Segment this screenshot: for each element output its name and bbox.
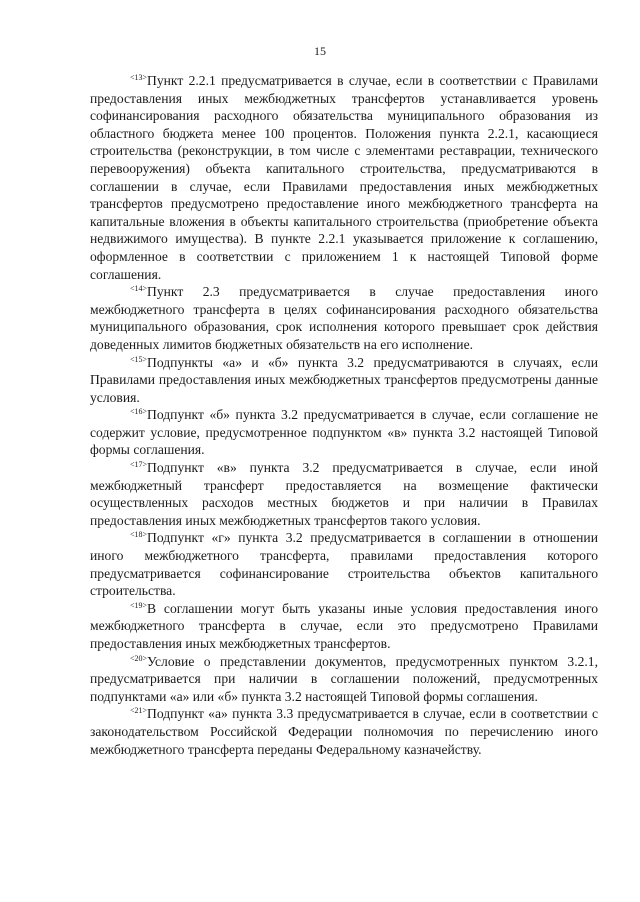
footnote-text: Пункт 2.2.1 предусматривается в случае, если в соответствии с Правилами предоставления иных межбюджетных трансфертов устанавливается уровень софинансирования расходного обязательства муниципального образования из областного бюджета менее 100 процентов. Положения пункта 2.2.1, касающиеся строительства (реконструкции, в том числе с элементами реставрации, технического перевооружения) объекта капитального строительства, предусматриваются в соглашении в случае, если Правилами предоставления иных межбюджетных трансфертов предусмотрено предоставление иного межбюджетного трансферта на капитальные вложения в объекты капитального строительства (приобретение объекта недвижимого имущества). В пункте 2.2.1 указывается приложение к соглашению, оформленное в соответствии с приложением 1 к настоящей Типовой форме соглашения. — [90, 73, 598, 282]
footnotes-section — [90, 72, 598, 758]
footnote-20 — [90, 653, 598, 706]
footnote-text: Подпункт «б» пункта 3.2 предусматривается в случае, если соглашение не содержит условие, предусмотренное подпунктом «в» пункта 3.2 настоящей Типовой формы соглашения. — [90, 407, 598, 458]
footnote-marker: <20> — [130, 653, 148, 663]
footnote-15 — [90, 354, 598, 407]
footnote-marker: <19> — [130, 600, 148, 610]
footnote-marker: <13> — [130, 73, 148, 82]
footnote-text: Пункт 2.3 предусматривается в случае предоставления иного межбюджетного трансферта в целях софинансирования расходного обязательства муниципального образования, срок исполнения которого превышает срок действия доведенных лимитов бюджетных обязательств на его исполнение. — [90, 284, 598, 352]
footnote-marker: <17> — [130, 460, 148, 470]
footnote-17 — [90, 459, 598, 529]
footnote-text: Подпункт «г» пункта 3.2 предусматривается в соглашении в отношении иного межбюджетного трансферта, правилами предоставления которого предусматривается софинансирование строительства объектов капитального строительства. — [90, 530, 598, 599]
footnote-marker: <15> — [130, 354, 148, 364]
footnote-14 — [90, 283, 598, 353]
footnote-text: Подпункт «в» пункта 3.2 предусматривается в случае, если иной межбюджетный трансферт предоставляется на возмещение фактически осуществленных расходов местных бюджетов и при наличии в Правилах предоставления иных межбюджетных трансфертов такого условия. — [90, 460, 598, 528]
footnote-19 — [90, 600, 598, 653]
footnote-text: В соглашении могут быть указаны иные условия предоставления иного межбюджетного трансферта в случае, если это предусмотрено Правилами предоставления иных межбюджетных трансфертов. — [90, 600, 598, 651]
footnote-text: Условие о представлении документов, предусмотренных пунктом 3.2.1, предусматривается при наличии в соглашении положений, предусмотренных подпунктами «а» или «б» пункта 3.2 настоящей Типовой формы соглашения. — [90, 653, 598, 704]
footnote-marker: <16> — [130, 407, 148, 417]
footnote-marker: <14> — [130, 284, 148, 294]
footnote-18 — [90, 529, 598, 599]
footnote-13 — [90, 72, 598, 283]
page-number: 15 — [314, 44, 326, 58]
footnote-text: Подпункт «а» пункта 3.3 предусматривается в случае, если в соответствии с законодательством Российской Федерации полномочия по перечислению иного межбюджетного трансферта переданы Федеральному казначейству. — [90, 706, 598, 757]
footnote-marker: <18> — [130, 530, 148, 540]
footnote-text: Подпункты «а» и «б» пункта 3.2 предусматриваются в случаях, если Правилами предоставления иных межбюджетных трансфертов предусмотрены данные условия. — [90, 354, 598, 405]
footnote-21 — [90, 705, 598, 758]
footnote-16 — [90, 406, 598, 459]
footnote-marker: <21> — [130, 706, 148, 716]
